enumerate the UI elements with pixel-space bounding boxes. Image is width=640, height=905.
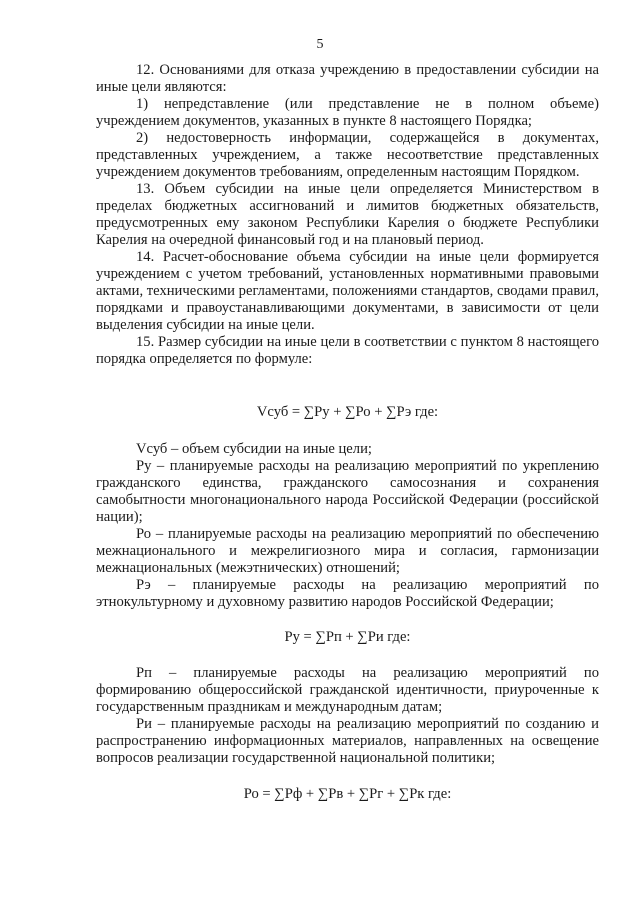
- paragraph-14: 14. Расчет-обоснование объема субсидии на иные цели формируется учреждением с учетом требований, установленных нормативными правовыми актами, техническими регламентами, положениями стандартов, сводами правил, порядками и правоустанавливающими документами, в зависимости от цели выделения субсидии на иные цели.: [96, 249, 599, 333]
- definition-ri: Ри – планируемые расходы на реализацию мероприятий по созданию и распространению информационных материалов, направленных на освещение вопросов реализации государственной национальной политики;: [96, 716, 599, 766]
- definition-ru: Ру – планируемые расходы на реализацию мероприятий по укреплению гражданского единства, гражданского самосознания и сохранения самобытности многонационального народа Российской Федерации (российской нации);: [96, 458, 599, 525]
- definition-re: Рэ – планируемые расходы на реализацию мероприятий по этнокультурному и духовному развитию народов Российской Федерации;: [96, 577, 599, 610]
- paragraph-12: 12. Основаниями для отказа учреждению в предоставлении субсидии на иные цели являются:: [96, 62, 599, 95]
- formula-vsub: Vсуб = ∑Ру + ∑Ро + ∑Рэ где:: [256, 404, 439, 420]
- document-body: [96, 62, 599, 803]
- paragraph-12-item-1: 1) непредставление (или представление не в полном объеме) учреждением документов, указанных в пункте 8 настоящего Порядка;: [96, 96, 599, 129]
- paragraph-13: 13. Объем субсидии на иные цели определяется Министерством в пределах бюджетных ассигнований и лимитов бюджетных обязательств, предусмотренных ему законом Республики Карелия о бюджете Республики Карелия на очередной финансовый год и на плановый период.: [96, 181, 599, 248]
- formula-ro: Ро = ∑Рф + ∑Рв + ∑Рг + ∑Рк где:: [243, 786, 452, 802]
- paragraph-15: 15. Размер субсидии на иные цели в соответствии с пунктом 8 настоящего порядка определяется по формуле:: [96, 334, 599, 367]
- definition-vsub: Vсуб – объем субсидии на иные цели;: [136, 441, 372, 457]
- page-number: 5: [316, 37, 324, 52]
- formula-ru: Ру = ∑Рп + ∑Ри где:: [284, 629, 411, 645]
- paragraph-12-item-2: 2) недостоверность информации, содержащейся в документах, представленных учреждением, а также несоответствие представленных учреждением документов требованиям, определенным настоящим Порядком.: [96, 130, 599, 180]
- definition-rp: Рп – планируемые расходы на реализацию мероприятий по формированию общероссийской гражданской идентичности, приуроченные к государственным праздникам и международным датам;: [96, 665, 599, 715]
- definition-ro: Ро – планируемые расходы на реализацию мероприятий по обеспечению межнационального и межрелигиозного мира и согласия, гармонизации межнациональных (межэтнических) отношений;: [96, 526, 599, 576]
